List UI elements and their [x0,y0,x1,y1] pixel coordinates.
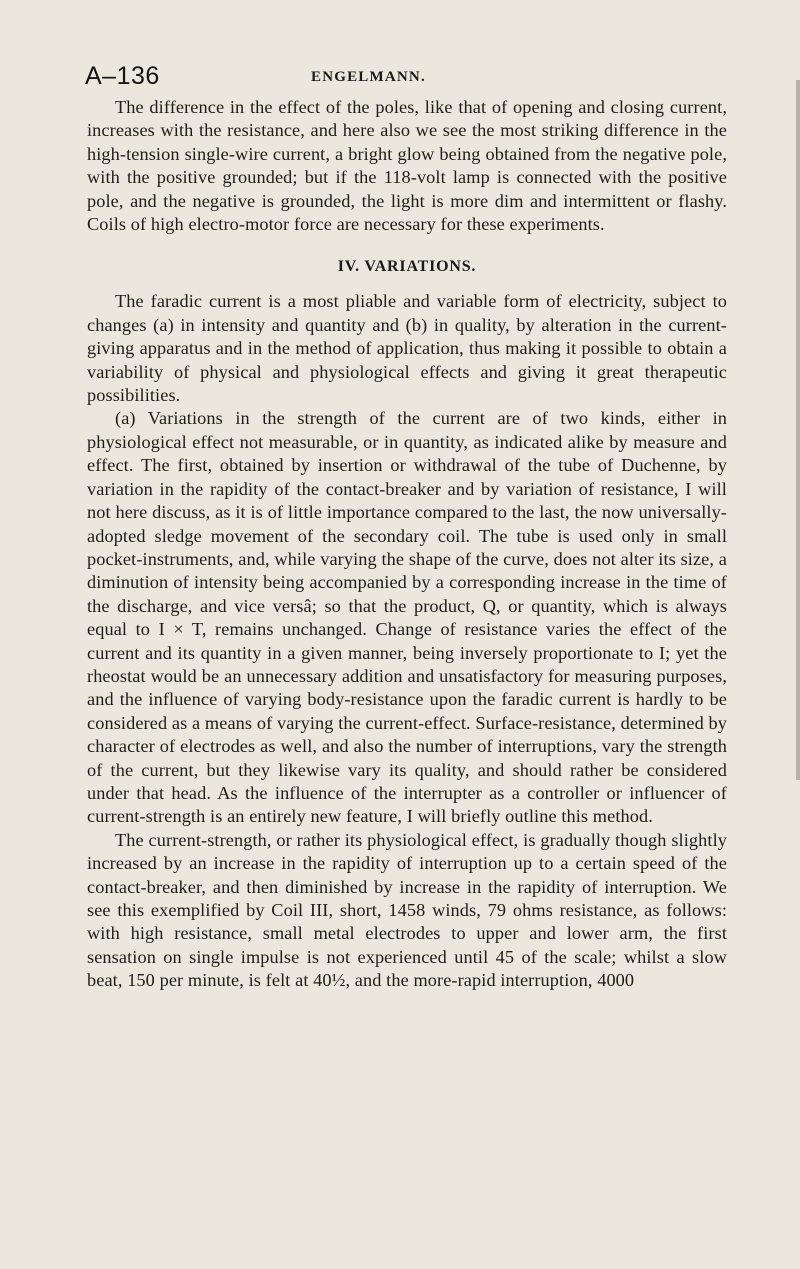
paragraph: The current-strength, or rather its physiological effect, is gradually though slightly increased by an increase in the rapidity of interruption up to a certain speed of the contact-breaker, and then diminished by increase in the rapidity of interruption. We see this exemplified by Coil III, short, 1458 winds, 79 ohms resistance, as follows: with high resistance, small metal electrodes to upper and lower arm, the first sensation on single impulse is not experienced until 45 of the scale; whilst a slow beat, 150 per minute, is felt at 40½, and the more-rapid interruption, 4000 [87,829,727,991]
running-head: ENGELMANN. [311,69,426,85]
page-edge-shadow [796,80,800,780]
body-text [87,96,727,993]
paragraph: (a) Variations in the strength of the current are of two kinds, either in physiological effect not measurable, or in quantity, as indicated alike by measure and effect. The first, obtained by insertion or withdrawal of the tube of Duchenne, by variation in the rapidity of the contact-breaker and by variation of resistance, I will not here discuss, as it is of little importance compared to the last, the now universally-adopted sledge movement of the secondary coil. The tube is used only in small pocket-instruments, and, while varying the shape of the curve, does not alter its size, a diminution of intensity being accompanied by a corresponding increase in the time of the discharge, and vice versâ; so that the product, Q, or quantity, which is always equal to I × T, remains unchanged. Change of resistance varies the effect of the current and its quantity in a given manner, being inversely proportionate to I; yet the rheostat would be an unnecessary addition and unsatisfactory for measuring purposes, and the influence of varying body-resistance upon the faradic current is hardly to be considered as a means of varying the current-effect. Surface-resistance, determined by character of electrodes as well, and also the number of interruptions, vary the strength of the current, but they likewise vary its quality, and should rather be considered under that head. As the influence of the interrupter as a controller or influencer of current-strength is an entirely new feature, I will briefly outline this method. [87,408,727,827]
page-header [85,62,725,94]
paragraph: The difference in the effect of the poles, like that of opening and closing current, increases with the resistance, and here also we see the most striking difference in the high-tension single-wire current, a bright glow being obtained from the negative pole, with the positive grounded; but if the 118-volt lamp is connected with the positive pole, and the negative is grounded, the light is more dim and intermittent or flashy. Coils of high electro-motor force are necessary for these experiments. [87,97,727,235]
page-number: A–136 [85,62,160,90]
section-heading: IV. VARIATIONS. [337,258,477,276]
paragraph: The faradic current is a most pliable and variable form of electricity, subject to changes (a) in intensity and quantity and (b) in quality, by alteration in the current-giving apparatus and in the method of application, thus making it possible to obtain a variability of physical and physiological effects and giving it great therapeutic possibilities. [87,291,727,406]
